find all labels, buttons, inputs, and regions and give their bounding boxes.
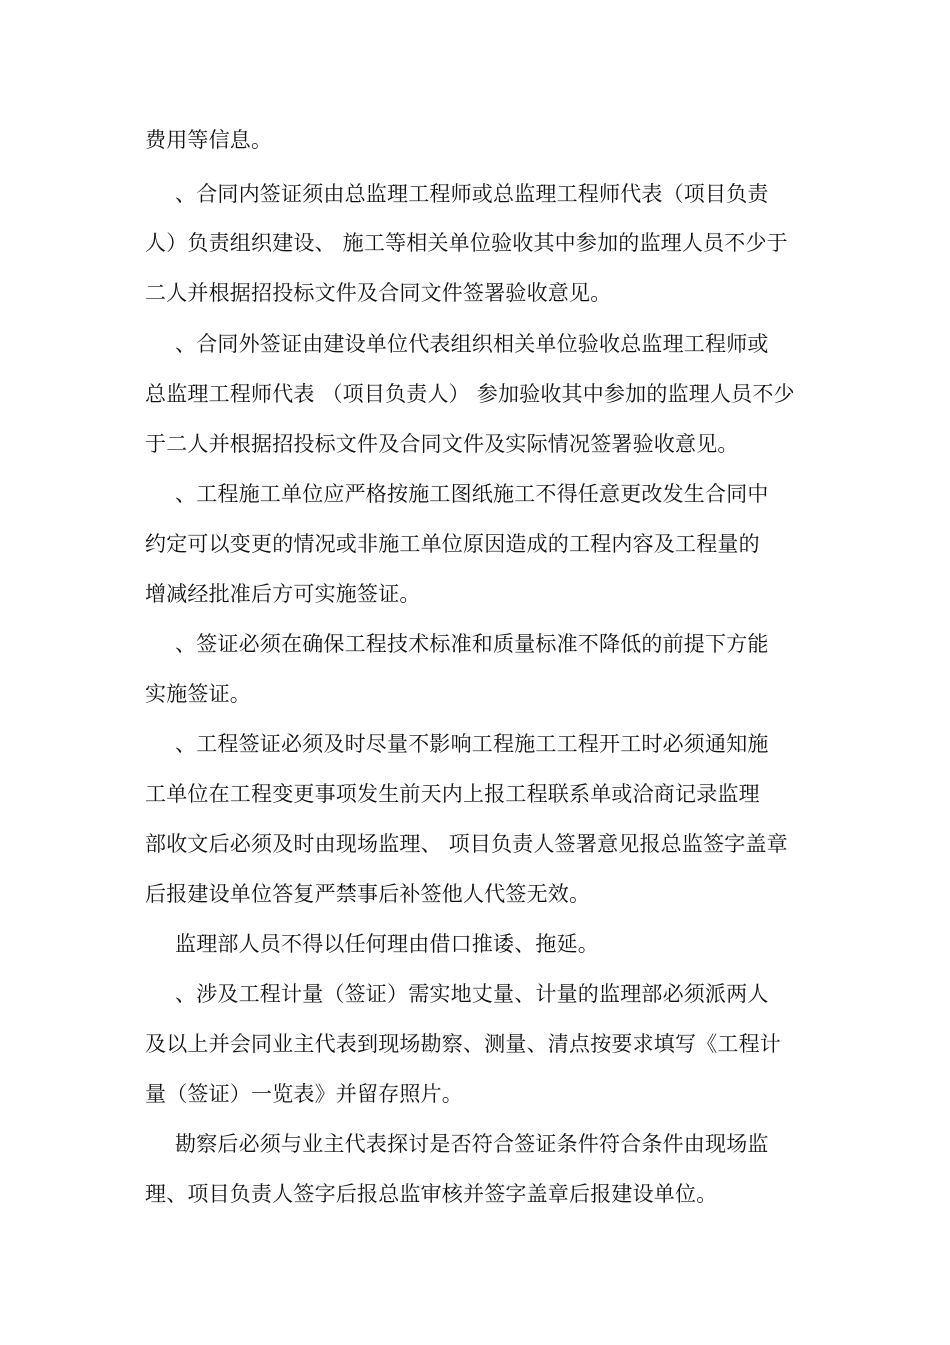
text-line: 工单位在工程变更事项发生前天内上报工程联系单或洽商记录监理 bbox=[145, 782, 760, 806]
text-line: 勘察后必须与业主代表探讨是否符合签证条件符合条件由现场监 bbox=[175, 1132, 769, 1156]
text-line: 增减经批准后方可实施签证。 bbox=[145, 582, 421, 606]
text-line: 监理部人员不得以任何理由借口推诿、拖延。 bbox=[175, 932, 599, 956]
text-line: 二人并根据招投标文件及合同文件签署验收意见。 bbox=[145, 281, 612, 305]
text-line: 、签证必须在确保工程技术标准和质量标准不降低的前提下方能 bbox=[175, 632, 769, 656]
text-line: 理、项目负责人签字后报总监审核并签字盖章后报建设单位。 bbox=[145, 1182, 718, 1206]
text-line: 人）负责组织建设、 施工等相关单位验收其中参加的监理人员不少于 bbox=[145, 231, 788, 255]
text-line: 、涉及工程计量（签证）需实地丈量、计量的监理部必须派两人 bbox=[175, 982, 769, 1006]
text-line: 后报建设单位答复严禁事后补签他人代签无效。 bbox=[145, 882, 591, 906]
text-line: 及以上并会同业主代表到现场勘察、测量、清点按要求填写《工程计 bbox=[145, 1032, 781, 1056]
text-line: 约定可以变更的情况或非施工单位原因造成的工程内容及工程量的 bbox=[145, 532, 760, 556]
text-line: 、工程签证必须及时尽量不影响工程施工工程开工时必须通知施 bbox=[175, 732, 769, 756]
text-line: 于二人并根据招投标文件及合同文件及实际情况签署验收意见。 bbox=[145, 432, 739, 456]
text-line: 总监理工程师代表 （项目负责人） 参加验收其中参加的监理人员不少 bbox=[145, 382, 795, 406]
text-line: 费用等信息。 bbox=[145, 128, 273, 152]
text-line: 、合同外签证由建设单位代表组织相关单位验收总监理工程师或 bbox=[175, 332, 769, 356]
text-line: 、合同内签证须由总监理工程师或总监理工程师代表（项目负责 bbox=[175, 182, 769, 206]
text-line: 实施签证。 bbox=[145, 682, 251, 706]
text-line: 部收文后必须及时由现场监理、 项目负责人签署意见报总监签字盖章 bbox=[145, 832, 788, 856]
text-line: 量（签证）一览表》并留存照片。 bbox=[145, 1082, 463, 1106]
text-line: 、工程施工单位应严格按施工图纸施工不得任意更改发生合同中 bbox=[175, 482, 769, 506]
